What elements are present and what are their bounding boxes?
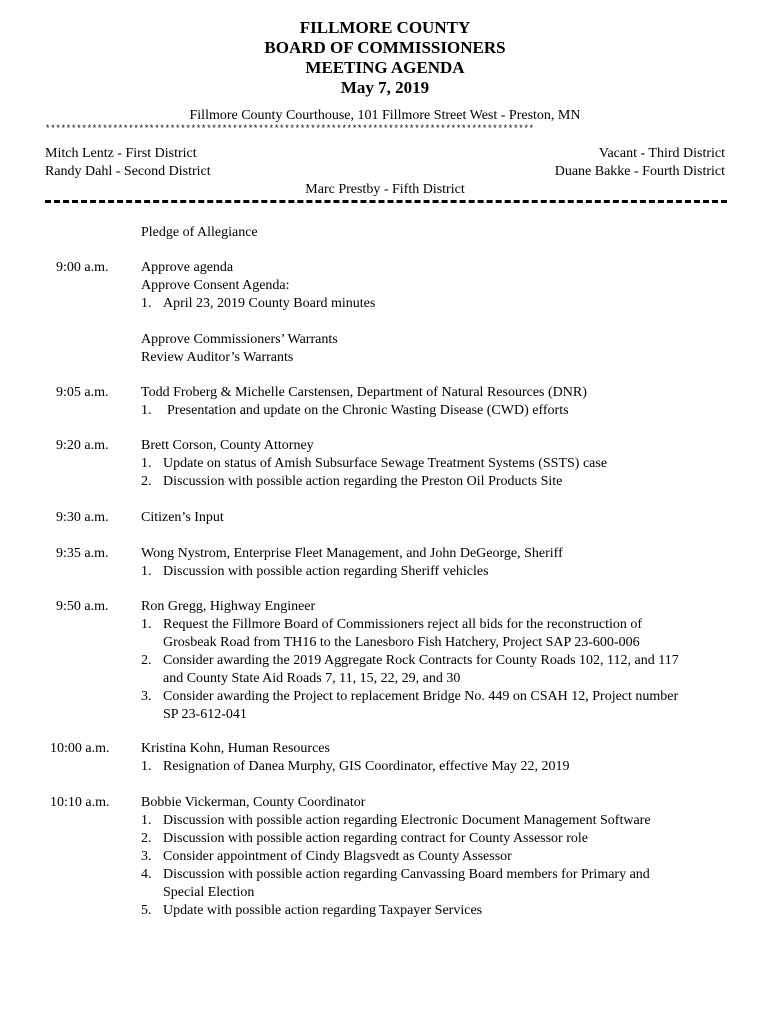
list-text-cont: Special Election bbox=[163, 885, 255, 900]
item-time: 10:00 a.m. bbox=[50, 741, 110, 756]
list-number: 2. bbox=[141, 653, 152, 668]
county-name: FILLMORE COUNTY bbox=[299, 18, 471, 37]
sub-list bbox=[141, 295, 731, 313]
list-item bbox=[141, 902, 731, 920]
list-text: Discussion with possible action regarding Canvassing Board members for Primary and bbox=[163, 867, 650, 882]
item-line: Approve Consent Agenda: bbox=[141, 278, 290, 293]
list-item bbox=[141, 812, 731, 830]
commissioner-fifth-district: Marc Prestby - Fifth District bbox=[305, 182, 465, 197]
list-item bbox=[141, 652, 731, 688]
list-text: Request the Fillmore Board of Commissioners reject all bids for the reconstruction of bbox=[163, 617, 643, 632]
list-number: 3. bbox=[141, 849, 152, 864]
commissioner-fourth-district: Duane Bakke - Fourth District bbox=[554, 164, 725, 179]
item-heading: Kristina Kohn, Human Resources bbox=[141, 741, 330, 756]
item-time: 9:35 a.m. bbox=[56, 546, 109, 561]
item-line: Approve Commissioners’ Warrants bbox=[141, 332, 338, 347]
list-text: Consider awarding the 2019 Aggregate Rock Contracts for County Roads 102, 112, and 117 bbox=[163, 653, 679, 668]
list-number: 1. bbox=[141, 617, 152, 632]
item-body bbox=[141, 259, 731, 367]
list-text: Resignation of Danea Murphy, GIS Coordinator, effective May 22, 2019 bbox=[163, 759, 570, 774]
item-time: 9:00 a.m. bbox=[56, 260, 109, 275]
list-number: 1. bbox=[141, 456, 152, 471]
item-heading: Brett Corson, County Attorney bbox=[141, 438, 314, 453]
item-line: Approve agenda bbox=[141, 260, 234, 275]
list-text: Consider awarding the Project to replacement Bridge No. 449 on CSAH 12, Project number bbox=[163, 689, 679, 704]
list-item bbox=[141, 563, 731, 581]
list-number: 1. bbox=[141, 296, 152, 311]
list-item bbox=[141, 758, 731, 776]
list-item bbox=[141, 402, 731, 420]
agenda-title: MEETING AGENDA bbox=[305, 58, 465, 77]
list-number: 2. bbox=[141, 474, 152, 489]
list-item bbox=[141, 688, 731, 724]
list-number: 5. bbox=[141, 903, 152, 918]
list-text-cont: and County State Aid Roads 7, 11, 15, 22, 29, and 30 bbox=[163, 671, 461, 686]
sub-list bbox=[141, 758, 731, 776]
list-text: Discussion with possible action regarding the Preston Oil Products Site bbox=[163, 474, 563, 489]
list-number: 3. bbox=[141, 689, 152, 704]
pledge-text: Pledge of Allegiance bbox=[141, 225, 258, 240]
dash-divider bbox=[45, 200, 727, 203]
item-body bbox=[141, 794, 731, 920]
list-text: Discussion with possible action regarding contract for County Assessor role bbox=[163, 831, 588, 846]
item-body bbox=[141, 740, 731, 776]
meeting-date: May 7, 2019 bbox=[340, 78, 430, 97]
list-item bbox=[141, 455, 731, 473]
commissioner-third-district: Vacant - Third District bbox=[598, 146, 725, 161]
item-line: Review Auditor’s Warrants bbox=[141, 350, 294, 365]
list-number: 4. bbox=[141, 867, 152, 882]
list-number: 1. bbox=[141, 813, 152, 828]
list-item bbox=[141, 295, 731, 313]
meeting-address: Fillmore County Courthouse, 101 Fillmore Street West - Preston, MN bbox=[189, 108, 581, 123]
commissioner-second-district: Randy Dahl - Second District bbox=[45, 164, 211, 179]
sub-list bbox=[141, 455, 731, 491]
list-number: 2. bbox=[141, 831, 152, 846]
item-heading: Todd Froberg & Michelle Carstensen, Department of Natural Resources (DNR) bbox=[141, 385, 587, 400]
item-body bbox=[141, 545, 731, 581]
sub-list bbox=[141, 563, 731, 581]
item-heading: Bobbie Vickerman, County Coordinator bbox=[141, 795, 366, 810]
commissioner-first-district: Mitch Lentz - First District bbox=[45, 146, 197, 161]
item-heading: Ron Gregg, Highway Engineer bbox=[141, 599, 316, 614]
item-time: 9:20 a.m. bbox=[56, 438, 109, 453]
item-heading: Wong Nystrom, Enterprise Fleet Management, and John DeGeorge, Sheriff bbox=[141, 546, 563, 561]
item-body bbox=[141, 437, 731, 491]
sub-list bbox=[141, 402, 731, 420]
item-time: 9:30 a.m. bbox=[56, 510, 109, 525]
list-text-cont: Grosbeak Road from TH16 to the Lanesboro Fish Hatchery, Project SAP 23-600-006 bbox=[163, 635, 640, 650]
list-text: Presentation and update on the Chronic Wasting Disease (CWD) efforts bbox=[167, 403, 569, 418]
item-time: 10:10 a.m. bbox=[50, 795, 110, 810]
list-text-cont: SP 23-612-041 bbox=[163, 707, 247, 722]
sub-list bbox=[141, 616, 731, 724]
board-name: BOARD OF COMMISSIONERS bbox=[264, 38, 506, 57]
list-text: Discussion with possible action regarding Electronic Document Management Software bbox=[163, 813, 651, 828]
item-time: 9:50 a.m. bbox=[56, 599, 109, 614]
sub-list bbox=[141, 812, 731, 920]
list-number: 1. bbox=[141, 759, 152, 774]
item-body bbox=[141, 384, 731, 420]
document-title bbox=[0, 18, 770, 98]
list-text: Update on status of Amish Subsurface Sewage Treatment Systems (SSTS) case bbox=[163, 456, 608, 471]
list-number: 1. bbox=[141, 403, 152, 418]
list-item bbox=[141, 848, 731, 866]
item-time: 9:05 a.m. bbox=[56, 385, 109, 400]
list-number: 1. bbox=[141, 564, 152, 579]
list-item bbox=[141, 830, 731, 848]
list-item bbox=[141, 616, 731, 652]
list-text: Update with possible action regarding Taxpayer Services bbox=[163, 903, 483, 918]
list-item bbox=[141, 866, 731, 902]
item-body bbox=[141, 598, 731, 724]
list-text: Consider appointment of Cindy Blagsvedt as County Assessor bbox=[163, 849, 512, 864]
list-item bbox=[141, 473, 731, 491]
item-heading: Citizen’s Input bbox=[141, 510, 224, 525]
list-text: Discussion with possible action regarding Sheriff vehicles bbox=[163, 564, 489, 579]
list-text: April 23, 2019 County Board minutes bbox=[163, 296, 376, 311]
star-divider: ********************************************************************************************** bbox=[45, 124, 534, 134]
